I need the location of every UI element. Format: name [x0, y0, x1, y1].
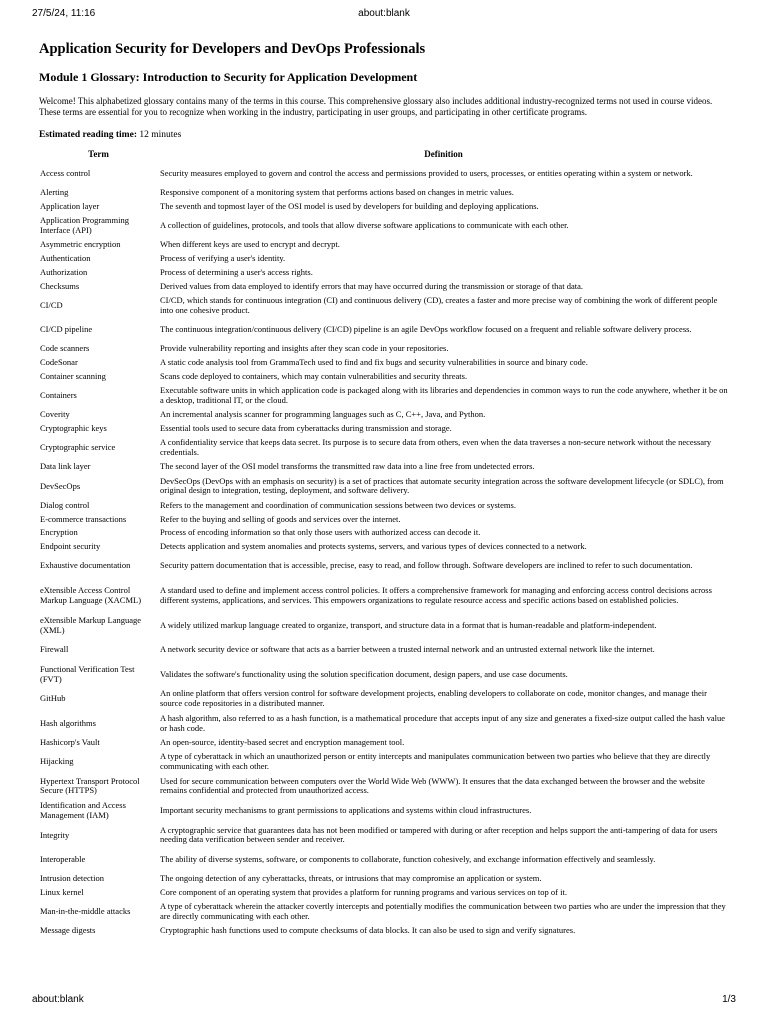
glossary-row	[39, 613, 729, 638]
definition-column-header: Definition	[424, 148, 463, 159]
glossary-definition: A type of cyberattack in which an unauthorized person or entity intercepts and manipulates communication between two parties who believe that they are directly communicating with each other.	[160, 751, 711, 771]
glossary-definition: A static code analysis tool from GrammaTech used to find and fix bugs and security vulnerabilities in source and binary code.	[160, 357, 588, 368]
glossary-term: Identification and Access Management (IAM)	[40, 800, 126, 820]
glossary-definition: Scans code deployed to containers, which may contain vulnerabilities and security threats.	[160, 371, 468, 382]
glossary-row	[39, 238, 729, 252]
glossary-definition: A confidentiality service that keeps data secret. Its purpose is to secure data from others, even when the data traverses a non-secure network without the necessary credentials.	[160, 437, 712, 458]
print-header	[0, 0, 768, 22]
glossary-row	[39, 823, 729, 848]
glossary-term: Code scanners	[40, 343, 90, 354]
glossary-term: eXtensible Access Control Markup Language (XACML)	[40, 585, 142, 605]
glossary-definition: An online platform that offers version control for software development projects, enabling developers to collaborate on code, monitor changes, and manage their source code repositories in a distributed manner.	[160, 688, 707, 709]
glossary-definition: A hash algorithm, also referred to as a hash function, is a mathematical procedure that accepts input of any size and generates a fixed-size output called the hash value or hash code.	[160, 712, 726, 733]
glossary-definition: Refers to the management and coordination of communication sessions between two devices or systems.	[160, 499, 516, 510]
document-content	[39, 40, 729, 938]
glossary-definition: DevSecOps (DevOps with an emphasis on security) is a set of practices that automate security integration across the software development lifecycle (or SDLC), from original design to integration, testing, deployment, and software delivery.	[160, 475, 724, 496]
glossary-definition: Executable software units in which application code is packaged along with its libraries and dependencies in common ways to run the code anywhere, whether it be on a desktop, traditional IT, or the cloud.	[160, 385, 728, 406]
glossary-term: Hijacking	[40, 756, 74, 767]
glossary-row	[39, 342, 729, 356]
glossary-definition: CI/CD, which stands for continuous integration (CI) and continuous delivery (CD), creates a faster and more precise way of combining the work of different people into one cohesive product.	[160, 294, 718, 315]
glossary-row	[39, 736, 729, 750]
glossary-term: Intrusion detection	[40, 873, 104, 884]
glossary-definition: A network security device or software that acts as a barrier between a trusted internal network and an untrusted external network like the internet.	[160, 644, 655, 655]
glossary-term: Exhaustive documentation	[40, 560, 131, 571]
glossary-term: Hypertext Transport Protocol Secure (HTTPS)	[40, 775, 140, 796]
glossary-term: CI/CD pipeline	[40, 324, 93, 335]
glossary-term: DevSecOps	[40, 480, 81, 491]
glossary-definition: Essential tools used to secure data from cyberattacks during transmission and storage.	[160, 423, 452, 434]
glossary-definition: When different keys are used to encrypt and decrypt.	[160, 239, 340, 250]
glossary-term: Asymmetric encryption	[40, 239, 121, 250]
glossary-row	[39, 900, 729, 925]
glossary-row	[39, 499, 729, 513]
glossary-table	[39, 148, 729, 938]
glossary-term: Cryptographic service	[40, 442, 116, 453]
glossary-row	[39, 252, 729, 266]
glossary-row	[39, 578, 729, 613]
glossary-term: Application layer	[40, 200, 100, 211]
glossary-row	[39, 750, 729, 775]
glossary-row	[39, 460, 729, 474]
print-datetime: 27/5/24, 11:16	[32, 8, 96, 19]
glossary-definition: The seventh and topmost layer of the OSI model is used by developers for building and deploying applications.	[160, 200, 539, 211]
glossary-row	[39, 512, 729, 526]
glossary-row	[39, 356, 729, 370]
glossary-definition: Cryptographic hash functions used to compute checksums of data blocks. It can also be used to sign and verify signatures.	[160, 925, 576, 936]
glossary-term: Functional Verification Test (FVT)	[40, 663, 135, 684]
glossary-term: Container scanning	[40, 371, 106, 382]
glossary-term: Containers	[40, 390, 77, 401]
glossary-definition: Process of verifying a user's identity.	[160, 253, 286, 264]
glossary-term: Checksums	[40, 280, 80, 291]
glossary-definition: The ability of diverse systems, software, or components to collaborate, function cohesively, and exchange information effectively and seamlessly.	[160, 854, 656, 865]
glossary-definition: Provide vulnerability reporting and insights after they scan code in your repositories.	[160, 343, 449, 354]
glossary-row	[39, 848, 729, 873]
print-footer	[0, 991, 768, 1009]
glossary-row	[39, 774, 729, 799]
glossary-row	[39, 526, 729, 540]
glossary-row	[39, 436, 729, 461]
glossary-definition: A type of cyberattack wherein the attacker covertly intercepts and potentially modifies the communication between two parties who are under the impression that they are directly communicating with each other.	[160, 901, 726, 921]
glossary-term: Man-in-the-middle attacks	[40, 906, 131, 917]
glossary-term: Linux kernel	[40, 886, 84, 897]
glossary-term: GitHub	[40, 693, 66, 704]
glossary-row	[39, 214, 729, 239]
glossary-term: Encryption	[40, 527, 78, 538]
glossary-definition: Process of encoding information so that only those users with authorized access can decode it.	[160, 527, 481, 538]
glossary-definition: Detects application and system anomalies and protects systems, servers, and various types of devices connected to a network.	[160, 541, 587, 552]
glossary-definition: A cryptographic service that guarantees data has not been modified or tampered with during or after reception and helps support the anti-tampering of data for users needing data verification between sender and receiver.	[160, 824, 718, 845]
glossary-row	[39, 799, 729, 824]
print-url: about:blank	[32, 994, 84, 1005]
glossary-row	[39, 186, 729, 200]
glossary-definition: A widely utilized markup language created to organize, transport, and structure data in a format that is human-readable and platform-independent.	[160, 619, 657, 630]
glossary-term: Authentication	[40, 253, 91, 264]
glossary-body	[39, 162, 729, 938]
glossary-term: Cryptographic keys	[40, 423, 107, 434]
glossary-definition: Derived values from data employed to identify errors that may have occurred during the transmission or storage of that data.	[160, 280, 583, 291]
glossary-definition: Process of determining a user's access rights.	[160, 266, 313, 277]
glossary-term: Application Programming Interface (API)	[40, 215, 130, 235]
glossary-row	[39, 638, 729, 663]
glossary-row	[39, 554, 729, 579]
reading-time-value: 12 minutes	[136, 129, 182, 140]
glossary-definition: A collection of guidelines, protocols, and tools that allow diverse software applications to communicate with each other.	[160, 220, 569, 231]
glossary-term: Coverity	[40, 409, 70, 420]
glossary-term: Integrity	[40, 829, 70, 840]
glossary-definition: Validates the software's functionality using the solution specification document, design papers, and use case documents.	[160, 668, 568, 679]
glossary-definition: An open-source, identity-based secret and encryption management tool.	[160, 736, 405, 747]
glossary-term: Data link layer	[40, 461, 91, 472]
glossary-row	[39, 266, 729, 280]
glossary-term: CodeSonar	[40, 357, 78, 368]
glossary-row	[39, 280, 729, 294]
print-page-title: about:blank	[358, 8, 410, 19]
glossary-definition: Security pattern documentation that is accessible, precise, easy to read, and follow through. Software developers are inclined to refer to such documentation.	[160, 560, 693, 571]
intro-paragraph: Welcome! This alphabetized glossary contains many of the terms in this course. This comprehensive glossary also includes additional industry-recognized terms not used in course videos. These terms are essential for you to recognize when working in the industry, participating in user groups, and participating in other certificate programs.	[39, 96, 713, 118]
glossary-term: Dialog control	[40, 499, 90, 510]
glossary-definition: The continuous integration/continuous delivery (CI/CD) pipeline is an agile DevOps workflow focused on a frequent and reliable software delivery process.	[160, 324, 692, 335]
glossary-definition: An incremental analysis scanner for programming languages such as C, C++, Java, and Python.	[160, 409, 486, 420]
glossary-row	[39, 162, 729, 187]
glossary-row	[39, 318, 729, 343]
glossary-row	[39, 886, 729, 900]
glossary-term: E-commerce transactions	[40, 513, 127, 524]
glossary-definition: Responsive component of a monitoring system that performs actions based on changes in metric values.	[160, 187, 514, 198]
glossary-term: Alerting	[40, 187, 69, 198]
module-title: Module 1 Glossary: Introduction to Security for Application Development	[39, 70, 418, 84]
glossary-term: eXtensible Markup Language (XML)	[40, 614, 142, 635]
glossary-definition: A standard used to define and implement access control policies. It offers a comprehensive framework for managing and enforcing access control decisions across different systems, applications, and services. This empowers organizations to regulate resource access and specific actions based on established policies.	[160, 585, 712, 605]
glossary-row	[39, 474, 729, 499]
glossary-row	[39, 711, 729, 736]
glossary-term: Endpoint security	[40, 541, 101, 552]
glossary-definition: Important security mechanisms to grant permissions to applications and systems within cloud infrastructures.	[160, 805, 532, 816]
glossary-term: Interoperable	[40, 854, 86, 865]
glossary-header-row	[39, 148, 729, 162]
document-title: Application Security for Developers and DevOps Professionals	[39, 41, 426, 57]
glossary-row	[39, 687, 729, 712]
glossary-definition: Security measures employed to govern and control the access and permissions provided to users, processes, or entities operating within a system or network.	[160, 167, 693, 178]
glossary-row	[39, 662, 729, 687]
glossary-row	[39, 384, 729, 409]
glossary-row	[39, 293, 729, 318]
glossary-row	[39, 924, 729, 938]
glossary-term: Message digests	[40, 925, 96, 936]
glossary-row	[39, 422, 729, 436]
glossary-term: Access control	[40, 167, 91, 178]
glossary-term: CI/CD	[40, 299, 63, 310]
glossary-definition: The ongoing detection of any cyberattacks, threats, or intrusions that may compromise an application or system.	[160, 873, 542, 884]
glossary-row	[39, 540, 729, 554]
glossary-row	[39, 200, 729, 214]
glossary-term: Hash algorithms	[40, 717, 96, 728]
glossary-row	[39, 408, 729, 422]
glossary-term: Authorization	[40, 266, 88, 277]
glossary-definition: The second layer of the OSI model transforms the transmitted raw data into a line free from undetected errors.	[160, 461, 535, 472]
glossary-definition: Core component of an operating system that provides a platform for running programs and various services on top of it.	[160, 886, 567, 897]
term-column-header: Term	[88, 148, 109, 159]
print-page-number: 1/3	[722, 994, 736, 1005]
glossary-row	[39, 872, 729, 886]
reading-time-label: Estimated reading time:	[39, 129, 137, 140]
glossary-definition: Refer to the buying and selling of goods and services over the internet.	[160, 513, 401, 524]
glossary-row	[39, 370, 729, 384]
glossary-term: Firewall	[40, 644, 69, 655]
glossary-term: Hashicorp's Vault	[40, 736, 100, 747]
glossary-definition: Used for secure communication between computers over the World Wide Web (WWW). It ensures that the data exchanged between the browser and the website remains confidential and protected from unauthorized access.	[160, 775, 705, 796]
reading-time	[39, 129, 729, 141]
